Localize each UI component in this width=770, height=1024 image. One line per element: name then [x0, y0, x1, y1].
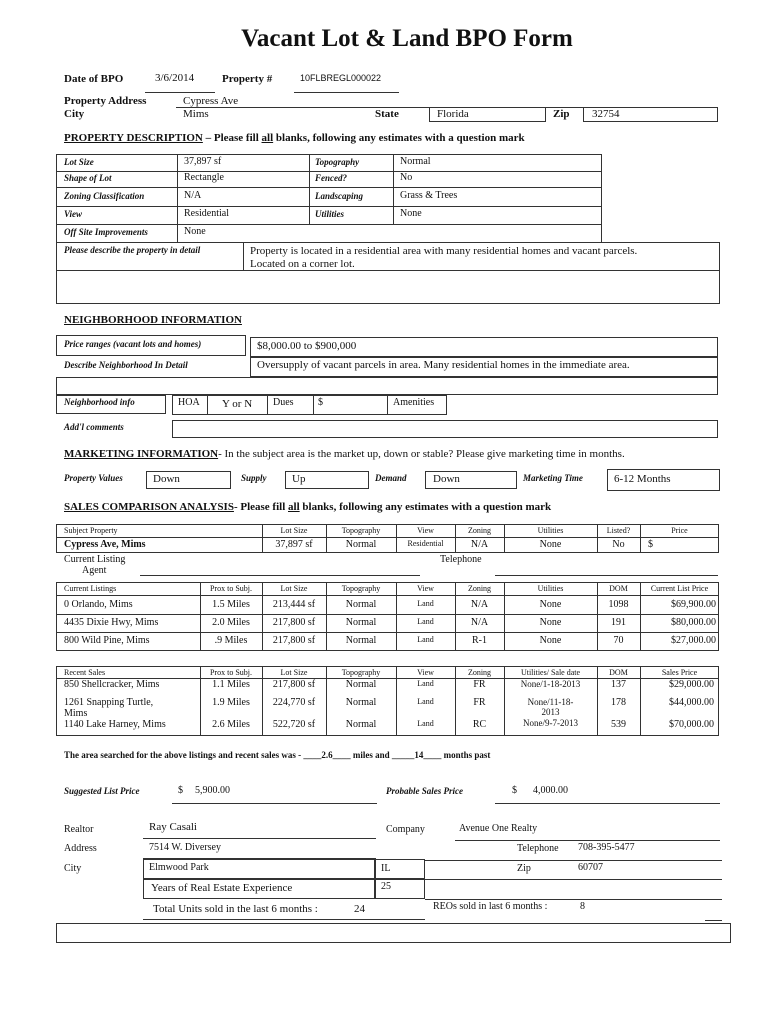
subject-utilities[interactable]: None	[539, 539, 562, 550]
listing-dom[interactable]: 191	[611, 617, 626, 628]
supply-value[interactable]: Up	[292, 473, 306, 485]
listing-header-1: Prox to Subj.	[209, 584, 252, 593]
sale-view[interactable]: Land	[417, 719, 434, 728]
demand-label: Demand	[375, 473, 407, 483]
landscaping-label: Landscaping	[315, 191, 364, 201]
sale-topography[interactable]: Normal	[345, 679, 377, 690]
state-label: State	[375, 108, 399, 120]
date-value[interactable]: 3/6/2014	[155, 72, 195, 84]
price-range-value[interactable]: $8,000.00 to $900,000	[257, 340, 357, 352]
sale-address[interactable]: 850 Shellcracker, Mims	[64, 679, 160, 690]
experience-value[interactable]: 25	[381, 881, 391, 892]
shape-value[interactable]: Rectangle	[184, 172, 224, 183]
listing-address[interactable]: 800 Wild Pine, Mims	[64, 635, 150, 646]
neighborhood-info-label: Neighborhood info	[64, 397, 135, 407]
listing-header-6: Utilities	[537, 584, 564, 593]
probable-sales-price-value[interactable]: 4,000.00	[533, 785, 568, 796]
subject-header-0: Subject Property	[64, 526, 118, 535]
listing-header-8: Current List Price	[650, 584, 709, 593]
demand-value[interactable]: Down	[433, 473, 460, 485]
sale-lot-size[interactable]: 224,770 sf	[272, 697, 316, 708]
sale-zoning[interactable]: FR	[473, 697, 486, 708]
listing-utilities[interactable]: None	[539, 635, 562, 646]
sale-price[interactable]: $70,000.00	[669, 719, 714, 730]
sale-view[interactable]: Land	[417, 679, 434, 688]
sales-header-1: Prox to Subj.	[209, 668, 252, 677]
listing-zoning[interactable]: N/A	[470, 599, 489, 610]
property-values-label: Property Values	[64, 473, 123, 483]
city-label: City	[64, 108, 85, 120]
listing-price[interactable]: $80,000.00	[671, 617, 716, 628]
bottom-comments-box[interactable]	[56, 923, 731, 943]
zoning-value[interactable]: N/A	[184, 190, 202, 201]
sales-header-6: Utilities/ Sale date	[520, 668, 581, 677]
utilities-value[interactable]: None	[400, 208, 422, 219]
property-description-heading: PROPERTY DESCRIPTION – Please fill all blanks, following any estimates with a question mark	[64, 132, 525, 144]
listing-dom[interactable]: 1098	[608, 599, 629, 610]
city-value[interactable]: Mims	[183, 108, 209, 120]
sale-address[interactable]: 1261 Snapping Turtle,	[64, 697, 154, 708]
describe-neighborhood-value[interactable]: Oversupply of vacant parcels in area. Many residential homes in the immediate area.	[257, 359, 630, 371]
reos-sold-label: REOs sold in last 6 months :	[433, 901, 548, 912]
property-number-value[interactable]: 10FLBREGL000022	[300, 73, 382, 83]
realtor-city-field[interactable]	[143, 859, 375, 879]
property-number-label: Property #	[222, 73, 273, 85]
date-label: Date of BPO	[64, 73, 124, 85]
address-label: Property Address	[64, 95, 147, 107]
subject-view[interactable]: Residential	[407, 539, 444, 548]
realtor-address-value[interactable]: 7514 W. Diversey	[149, 842, 221, 853]
listing-header-5: Zoning	[467, 584, 492, 593]
listing-lot-size[interactable]: 217,800 sf	[272, 617, 316, 628]
topography-value[interactable]: Normal	[400, 156, 431, 167]
subject-header-2: Topography	[341, 526, 381, 535]
sale-prox[interactable]: 1.1 Miles	[212, 679, 250, 690]
view-value[interactable]: Residential	[184, 208, 229, 219]
city-label: City	[64, 863, 82, 874]
offsite-value[interactable]: None	[184, 226, 206, 237]
sale-zoning[interactable]: RC	[472, 719, 487, 730]
subject-lot-size[interactable]: 37,897 sf	[275, 539, 313, 550]
dues-label: Dues	[273, 397, 294, 408]
address-label: Address	[64, 843, 97, 854]
state-value[interactable]: Florida	[437, 108, 469, 120]
amenities-label: Amenities	[393, 397, 435, 408]
units-sold-value[interactable]: 24	[354, 903, 365, 915]
area-searched-text: The area searched for the above listings and recent sales was - ____2.6____ miles and _____14____ months past	[64, 750, 491, 760]
subject-header-1: Lot Size	[280, 526, 308, 535]
sale-dom[interactable]: 178	[611, 697, 626, 708]
sale-price[interactable]: $29,000.00	[669, 679, 714, 690]
current-listing-agent-label-2: Agent	[82, 565, 107, 576]
reos-sold-value[interactable]: 8	[580, 901, 585, 912]
agent-telephone-field[interactable]	[495, 575, 718, 576]
listing-lot-size[interactable]: 213,444 sf	[272, 599, 316, 610]
subject-header-5: Utilities	[537, 526, 564, 535]
zip-label: Zip	[517, 863, 531, 874]
sales-header-7: DOM	[609, 668, 628, 677]
current-listing-agent-field[interactable]	[140, 575, 420, 576]
listing-zoning[interactable]: N/A	[470, 617, 489, 628]
probable-sales-dollar: $	[512, 785, 517, 796]
suggested-list-price-value[interactable]: 5,900.00	[195, 785, 230, 796]
address-value[interactable]: Cypress Ave	[183, 95, 239, 107]
subject-header-6: Listed?	[606, 526, 631, 535]
listing-lot-size[interactable]: 217,800 sf	[272, 635, 316, 646]
sale-topography[interactable]: Normal	[345, 697, 377, 708]
hoa-yes-no[interactable]: Y or N	[222, 398, 253, 410]
sale-utilities-date[interactable]: None/1-18-2013	[520, 679, 581, 689]
fenced-label: Fenced?	[315, 173, 347, 183]
sale-dom[interactable]: 137	[611, 679, 626, 690]
fenced-value[interactable]: No	[400, 172, 413, 183]
marketing-time-value[interactable]: 6-12 Months	[614, 473, 671, 485]
sales-header-8: Sales Price	[661, 668, 698, 677]
company-label: Company	[386, 824, 425, 835]
property-values-value[interactable]: Down	[153, 473, 180, 485]
subject-header-3: View	[417, 526, 434, 535]
subject-topography[interactable]: Normal	[345, 539, 377, 550]
sale-utilities-date-line-2[interactable]: 2013	[541, 707, 560, 717]
lot-size-value[interactable]: 37,897 sf	[184, 156, 222, 167]
describe-property-line-2[interactable]: Located on a corner lot.	[250, 258, 355, 270]
sales-header-0: Recent Sales	[64, 668, 106, 677]
utilities-label: Utilities	[315, 209, 344, 219]
hoa-label: HOA	[178, 397, 200, 408]
describe-property-label: Please describe the property in detail	[64, 245, 201, 255]
price-range-label: Price ranges (vacant lots and homes)	[64, 339, 202, 349]
listing-prox[interactable]: .9 Miles	[214, 635, 248, 646]
subject-price[interactable]: $	[648, 539, 653, 550]
sales-header-4: View	[417, 668, 434, 677]
realtor-state-value[interactable]: IL	[381, 863, 391, 874]
listing-header-3: Topography	[341, 584, 381, 593]
agent-telephone-label: Telephone	[440, 554, 482, 565]
describe-neighborhood-label: Describe Neighborhood In Detail	[64, 360, 188, 370]
listing-header-7: DOM	[609, 584, 628, 593]
listing-header-4: View	[417, 584, 434, 593]
realtor-label: Realtor	[64, 824, 94, 835]
sale-topography[interactable]: Normal	[345, 719, 377, 730]
listing-address[interactable]: 0 Orlando, Mims	[64, 599, 133, 610]
lot-size-label: Lot Size	[64, 157, 94, 167]
listing-price[interactable]: $27,000.00	[671, 635, 716, 646]
zip-label: Zip	[553, 108, 570, 120]
describe-property-line-1[interactable]: Property is located in a residential area with many residential homes and vacant parcels.	[250, 245, 638, 257]
units-sold-label: Total Units sold in the last 6 months :	[153, 903, 318, 915]
marketing-time-label: Marketing Time	[523, 473, 583, 483]
sale-address-line-2[interactable]: Mims	[64, 708, 88, 719]
listing-header-0: Current Listings	[64, 584, 117, 593]
realtor-value[interactable]: Ray Casali	[149, 821, 197, 833]
sale-zoning[interactable]: FR	[473, 679, 486, 690]
listing-utilities[interactable]: None	[539, 617, 562, 628]
neighborhood-extra-line[interactable]	[56, 377, 718, 395]
listing-address[interactable]: 4435 Dixie Hwy, Mims	[64, 617, 159, 628]
marketing-heading: MARKETING INFORMATION- In the subject area is the market up, down or stable? Please give marketing time in months.	[64, 448, 625, 460]
offsite-label: Off Site Improvements	[64, 227, 148, 237]
listing-price[interactable]: $69,900.00	[671, 599, 716, 610]
sale-utilities-date[interactable]: None/11-18-	[527, 697, 574, 707]
view-label: View	[64, 209, 83, 219]
listing-utilities[interactable]: None	[539, 599, 562, 610]
telephone-label: Telephone	[517, 843, 559, 854]
zip-value[interactable]: 32754	[592, 108, 620, 120]
subject-listed[interactable]: No	[612, 539, 625, 550]
subject-header-7: Price	[671, 526, 688, 535]
sale-prox[interactable]: 1.9 Miles	[212, 697, 250, 708]
listing-topography[interactable]: Normal	[345, 635, 377, 646]
company-value[interactable]: Avenue One Realty	[459, 823, 538, 834]
sale-prox[interactable]: 2.6 Miles	[212, 719, 250, 730]
subject-zoning[interactable]: N/A	[470, 539, 489, 550]
zoning-label: Zoning Classification	[64, 191, 145, 201]
realtor-zip-value[interactable]: 60707	[578, 862, 603, 873]
sale-lot-size[interactable]: 522,720 sf	[272, 719, 316, 730]
topography-label: Topography	[315, 157, 360, 167]
listing-view[interactable]: Land	[417, 617, 434, 626]
telephone-value[interactable]: 708-395-5477	[578, 842, 635, 853]
suggested-list-dollar: $	[178, 785, 183, 796]
neighborhood-heading: NEIGHBORHOOD INFORMATION	[64, 314, 242, 326]
sales-header-2: Lot Size	[280, 668, 308, 677]
subject-address[interactable]: Cypress Ave, Mims	[64, 539, 146, 550]
listing-view[interactable]: Land	[417, 635, 434, 644]
sale-lot-size[interactable]: 217,800 sf	[272, 679, 316, 690]
suggested-list-price-label: Suggested List Price	[64, 786, 140, 796]
listing-header-2: Lot Size	[280, 584, 308, 593]
listing-prox[interactable]: 2.0 Miles	[212, 617, 250, 628]
experience-label: Years of Real Estate Experience	[151, 882, 293, 894]
sales-header-3: Topography	[341, 668, 381, 677]
listing-topography[interactable]: Normal	[345, 599, 377, 610]
sale-view[interactable]: Land	[417, 697, 434, 706]
listing-view[interactable]: Land	[417, 599, 434, 608]
dues-dollar[interactable]: $	[318, 397, 323, 408]
sales-heading: SALES COMPARISON ANALYSIS- Please fill all blanks, following any estimates with a question mark	[64, 501, 552, 513]
sale-price[interactable]: $44,000.00	[669, 697, 714, 708]
sales-header-5: Zoning	[467, 668, 492, 677]
listing-prox[interactable]: 1.5 Miles	[212, 599, 250, 610]
sale-utilities-date[interactable]: None/9-7-2013	[523, 718, 578, 728]
subject-header-4: Zoning	[467, 526, 492, 535]
shape-label: Shape of Lot	[64, 173, 112, 183]
sale-address[interactable]: 1140 Lake Harney, Mims	[64, 719, 166, 730]
sale-dom[interactable]: 539	[611, 719, 626, 730]
listing-topography[interactable]: Normal	[345, 617, 377, 628]
addl-comments-field[interactable]	[172, 420, 718, 438]
realtor-city-value[interactable]: Elmwood Park	[149, 862, 209, 873]
landscaping-value[interactable]: Grass & Trees	[400, 190, 458, 201]
page-title: Vacant Lot & Land BPO Form	[241, 25, 573, 52]
supply-label: Supply	[241, 473, 267, 483]
listing-zoning[interactable]: R-1	[472, 635, 487, 646]
probable-sales-price-label: Probable Sales Price	[386, 786, 463, 796]
current-listing-agent-label-1: Current Listing	[64, 554, 126, 565]
addl-comments-label: Add'l comments	[64, 422, 124, 432]
listing-dom[interactable]: 70	[613, 635, 624, 646]
